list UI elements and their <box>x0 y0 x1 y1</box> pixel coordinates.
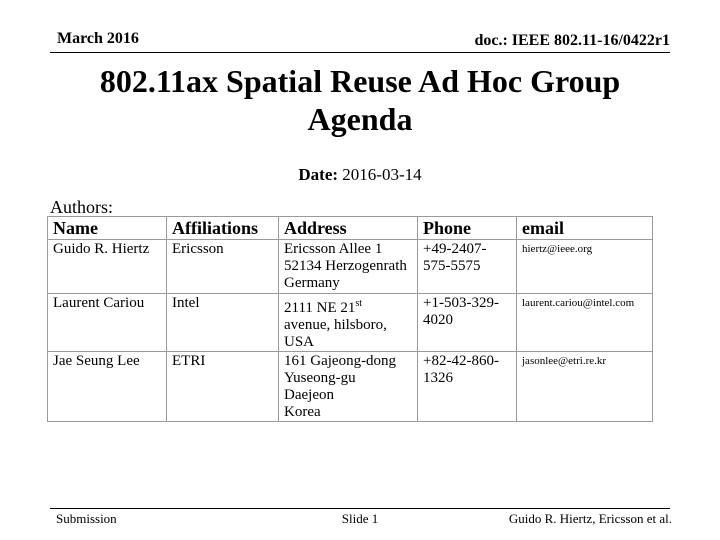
date-value: 2016-03-14 <box>342 165 422 184</box>
footer-author: Guido R. Hiertz, Ericsson et al. <box>508 511 672 526</box>
address-line: Daejeon <box>284 387 334 403</box>
address-line: USA <box>284 334 315 350</box>
title-line-1: 802.11ax Spatial Reuse Ad Hoc Group <box>99 63 621 99</box>
header-doc-id: doc.: IEEE 802.11-16/0422r1 <box>474 32 670 49</box>
col-header-phone: Phone <box>418 217 517 240</box>
author-phone <box>418 352 517 422</box>
col-header-name: Name <box>48 217 167 240</box>
address-ordinal-suffix: st <box>355 298 363 309</box>
header-date: March 2016 <box>57 30 139 47</box>
address-street: 2111 NE 21 <box>284 300 356 316</box>
date-label: Date: <box>298 165 339 184</box>
title-line-2: Agenda <box>307 101 413 137</box>
address-line: 52134 Herzogenrath <box>284 258 407 274</box>
author-email[interactable]: laurent.cariou@intel.com <box>517 294 653 352</box>
phone-line: 1326 <box>423 370 453 386</box>
author-affiliation: Intel <box>167 294 279 352</box>
author-address <box>279 352 418 422</box>
author-phone <box>418 294 517 352</box>
author-name: Jae Seung Lee <box>48 352 167 422</box>
table-header-row <box>48 217 653 240</box>
phone-line: +1-503-329- <box>423 295 499 311</box>
address-line: Yuseong-gu <box>284 370 356 386</box>
address-line: 161 Gajeong-dong <box>284 353 397 369</box>
table-row <box>48 240 653 294</box>
phone-line: +82-42-860- <box>423 353 499 369</box>
col-header-email: email <box>517 217 653 240</box>
author-address <box>279 294 418 352</box>
address-line: Ericsson Allee 1 <box>284 241 383 257</box>
slide-title <box>40 62 680 138</box>
address-line: Korea <box>284 404 321 420</box>
author-name: Guido R. Hiertz <box>48 240 167 294</box>
address-line <box>284 295 412 317</box>
author-phone <box>418 240 517 294</box>
author-email[interactable]: jasonlee@etri.re.kr <box>517 352 653 422</box>
col-header-affiliations: Affiliations <box>167 217 279 240</box>
phone-line: +49-2407- <box>423 241 487 257</box>
footer-rule <box>50 508 670 509</box>
date-line <box>0 165 720 185</box>
phone-line: 575-5575 <box>423 258 481 274</box>
footer-submission: Submission <box>56 511 117 526</box>
author-affiliation: Ericsson <box>167 240 279 294</box>
author-email[interactable]: hiertz@ieee.org <box>517 240 653 294</box>
col-header-address: Address <box>279 217 418 240</box>
address-line: avenue, hilsboro, <box>284 317 387 333</box>
footer-slide-number: Slide 1 <box>341 511 379 526</box>
authors-label: Authors: <box>50 197 113 217</box>
table-row <box>48 352 653 422</box>
address-line: Germany <box>284 275 340 291</box>
authors-table <box>47 216 653 422</box>
table-row <box>48 294 653 352</box>
header-rule <box>50 52 670 53</box>
author-affiliation: ETRI <box>167 352 279 422</box>
phone-line: 4020 <box>423 312 453 328</box>
author-name: Laurent Cariou <box>48 294 167 352</box>
author-address <box>279 240 418 294</box>
